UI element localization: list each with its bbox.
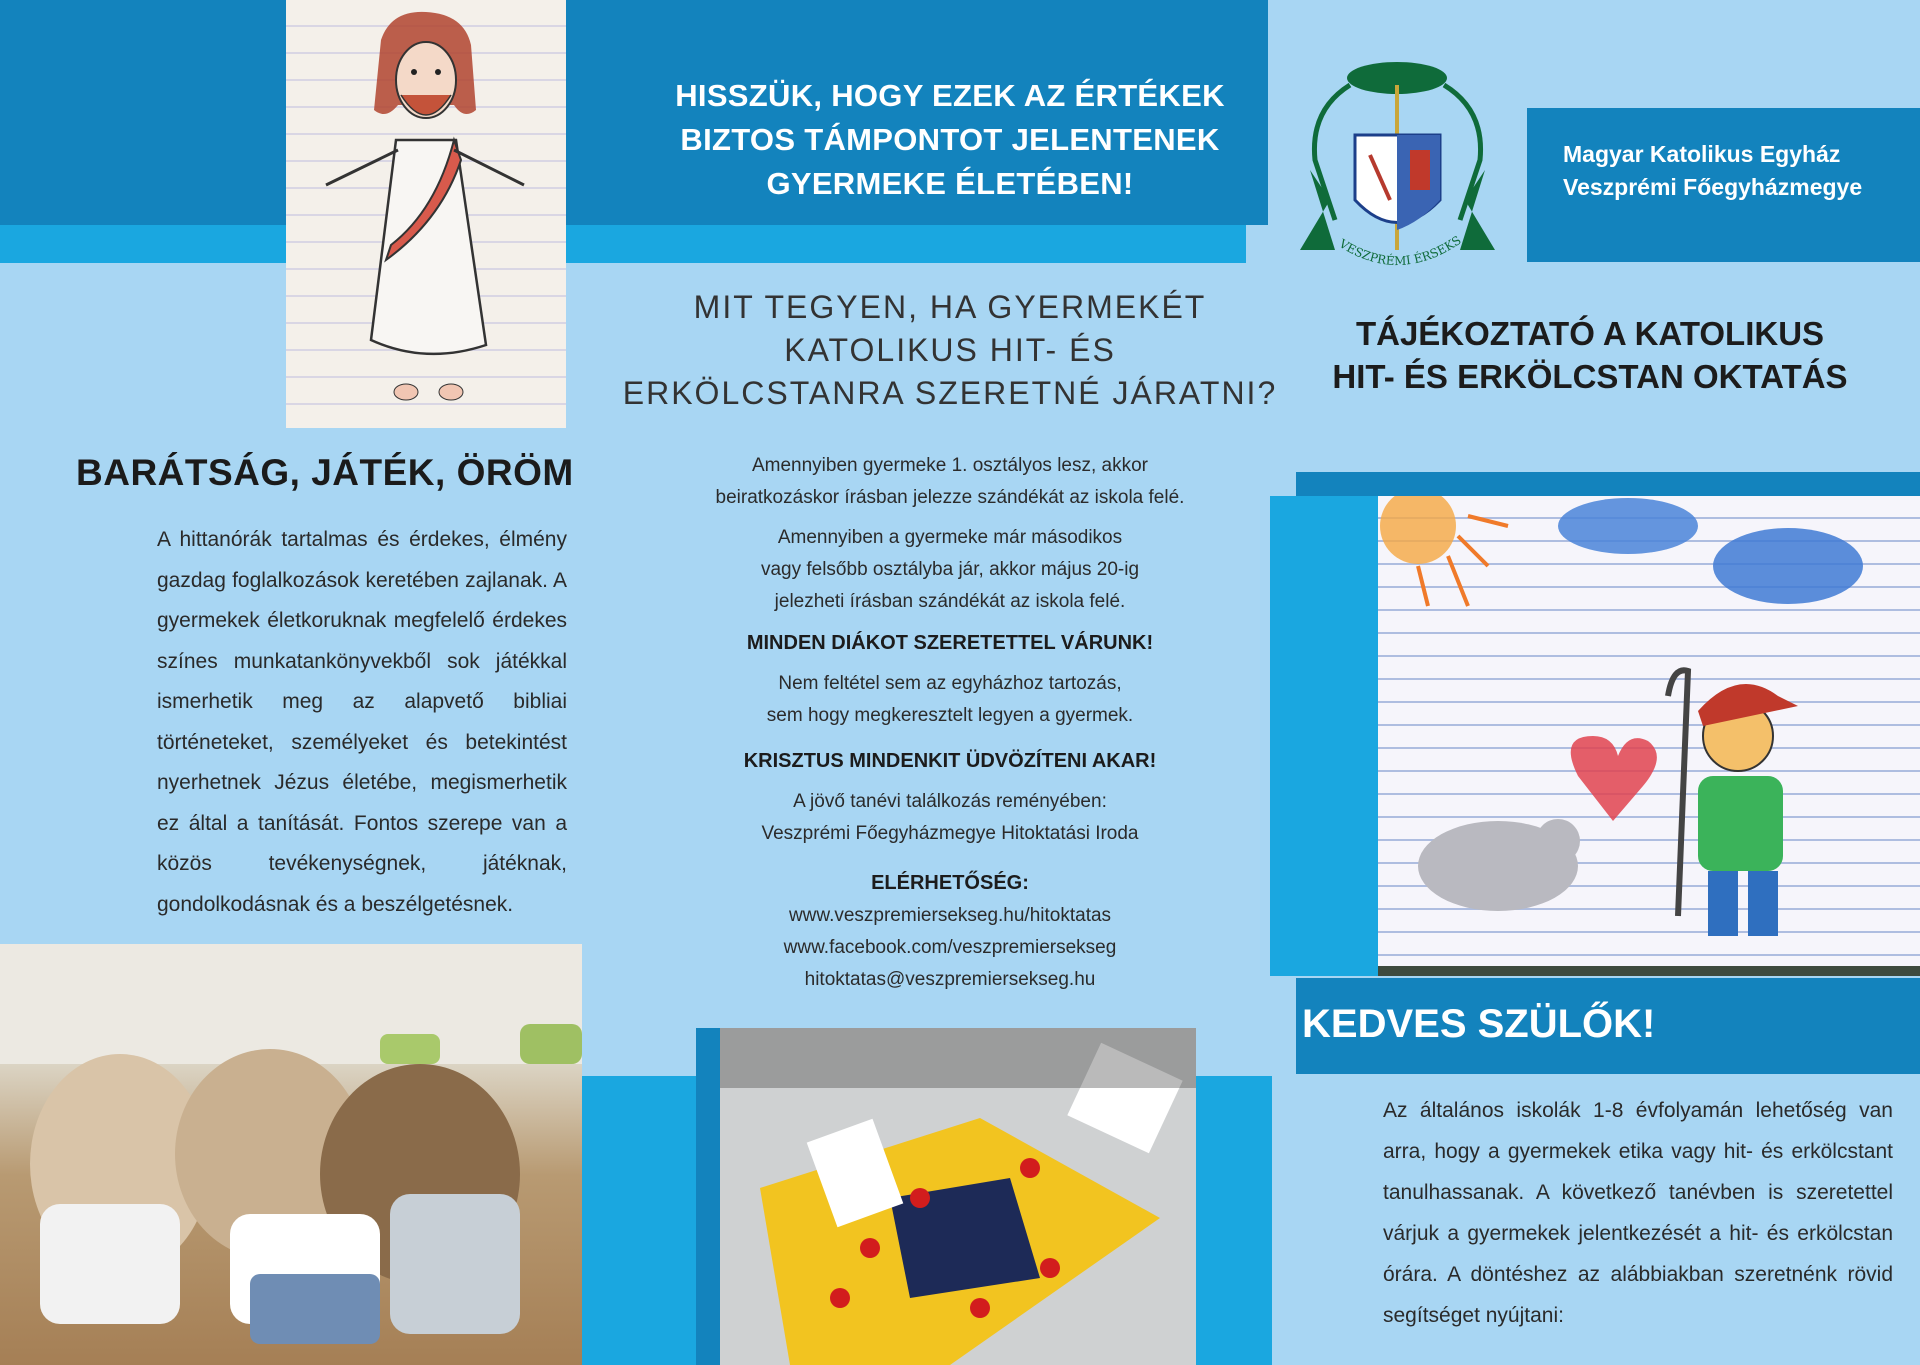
contact-heading: ELÉRHETŐSÉG:	[871, 872, 1029, 894]
organization-name	[1563, 138, 1903, 204]
middle-question	[600, 286, 1300, 415]
org-line-2: Veszprémi Főegyházmegye	[1563, 174, 1863, 200]
para1-line-2: beiratkozáskor írásban jelezze szándékát az iskola felé.	[715, 487, 1185, 508]
para4-line-2: Veszprémi Főegyházmegye Hitoktatási Iroda	[761, 823, 1139, 844]
contact-facebook-link[interactable]: www.facebook.com/veszpremiersekseg	[783, 937, 1117, 958]
crest-caption: VESZPRÉMI ÉRSEKS	[1336, 233, 1464, 269]
question-line-2: KATOLIKUS HIT- ÉS	[784, 332, 1116, 368]
enrollment-first-grade-text	[640, 450, 1260, 514]
left-heading: BARÁTSÁG, JÁTÉK, ÖRÖM	[76, 452, 574, 493]
right-mid-band	[1296, 472, 1920, 496]
shepherd-drawing-image	[1378, 496, 1920, 976]
welcome-heading: MINDEN DIÁKOT SZERETETTEL VÁRUNK!	[746, 632, 1154, 654]
question-line-1: MIT TEGYEN, HA GYERMEKÉT	[693, 289, 1207, 325]
signature-text	[640, 786, 1260, 850]
left-top-band	[0, 0, 286, 225]
para1-line-1: Amennyiben gyermeke 1. osztályos lesz, akkor	[751, 455, 1148, 476]
enrollment-higher-grade-text	[640, 522, 1260, 618]
banner-line-1: HISSZÜK, HOGY EZEK AZ ÉRTÉKEK	[675, 78, 1225, 113]
brochure-title	[1300, 312, 1880, 398]
middle-top-stripe	[566, 225, 1246, 263]
left-top-stripe	[0, 225, 286, 263]
question-line-3: ERKÖLCSTANRA SZERETNÉ JÁRATNI?	[622, 375, 1278, 411]
title-line-2: HIT- ÉS ERKÖLCSTAN OKTATÁS	[1332, 358, 1848, 395]
contact-email-link[interactable]: hitoktatas@veszpremiersekseg.hu	[804, 969, 1096, 990]
para2-line-1: Amennyiben a gyermeke már másodikos	[777, 527, 1123, 548]
title-line-1: TÁJÉKOZTATÓ A KATOLIKUS	[1355, 315, 1825, 352]
craft-table-photo	[720, 1028, 1196, 1365]
right-side-stripe	[1270, 496, 1378, 976]
para3-line-2: sem hogy megkeresztelt legyen a gyermek.	[766, 705, 1134, 726]
para2-line-2: vagy felsőbb osztályba jár, akkor május 20-ig	[760, 559, 1140, 580]
contact-website-link[interactable]: www.veszpremiersekseg.hu/hitoktatas	[788, 905, 1112, 926]
middle-bottom-frame	[696, 1028, 720, 1365]
para2-line-3: jelezheti írásban szándékát az iskola felé.	[774, 591, 1126, 612]
banner-line-2: BIZTOS TÁMPONTOT JELENTENEK	[680, 122, 1220, 157]
left-paragraph: A hittanórák tartalmas és érdekes, élmény gazdag foglalkozások keretében zajlanak. A gyermekek életkoruknak megfelelő érdekes színes munkatankönyvekből sok játékkal ismerhetik meg az alapvető bibliai történeteket, személyeket és betekintést nyerhetnek Jézus életébe, megismerhetik ez által a tanítását. Fontos szerepe van a közös tevékenységnek, játéknak, gondolkodásnak és a beszélgetésnek.	[157, 528, 567, 916]
middle-banner-text	[610, 74, 1290, 206]
parents-heading: KEDVES SZÜLŐK!	[1302, 1002, 1656, 1046]
archdiocese-crest-logo	[1290, 50, 1505, 280]
children-group-photo	[0, 944, 582, 1365]
banner-line-3: GYERMEKE ÉLETÉBEN!	[766, 166, 1134, 201]
christ-heading: KRISZTUS MINDENKIT ÜDVÖZÍTENI AKAR!	[743, 750, 1157, 772]
para3-line-1: Nem feltétel sem az egyházhoz tartozás,	[778, 673, 1122, 694]
parents-paragraph: Az általános iskolák 1-8 évfolyamán lehetőség van arra, hogy a gyermekek etika vagy hit- és erkölcstant tanulhassanak. A következő tanévben is szeretettel várjuk a gyermekek jelentkezését a hit- és erkölcstan órára. A döntéshez az alábbiakban szeretnénk rövid segítséget nyújtani:	[1383, 1099, 1893, 1327]
para4-line-1: A jövő tanévi találkozás reményében:	[793, 791, 1107, 812]
jesus-drawing-image	[286, 0, 566, 428]
contact-list	[640, 900, 1260, 996]
no-requirement-text	[640, 668, 1260, 732]
org-line-1: Magyar Katolikus Egyház	[1563, 141, 1841, 167]
